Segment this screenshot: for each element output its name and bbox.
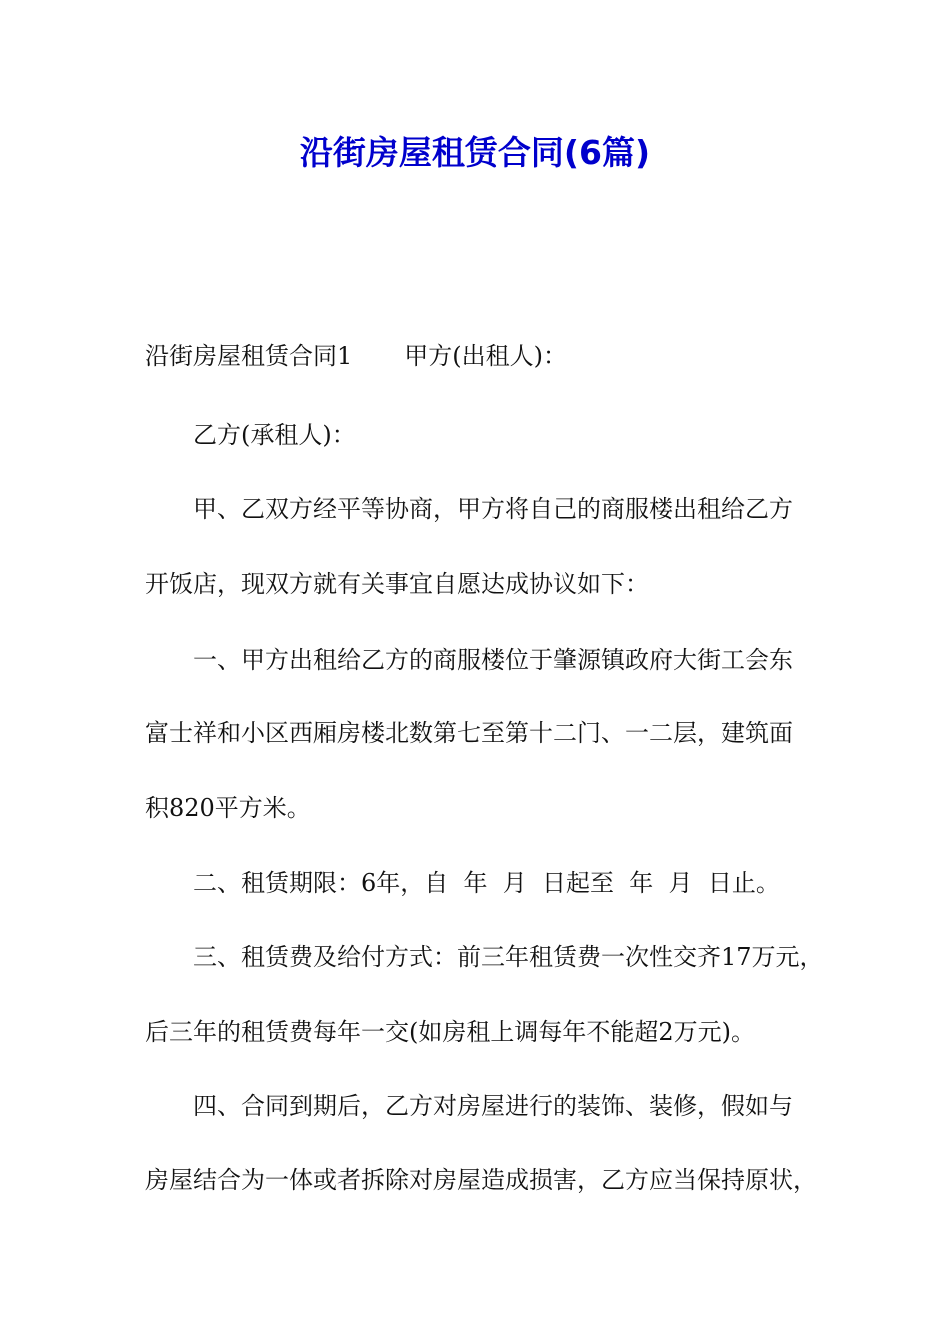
paragraph-line: 富士祥和小区西厢房楼北数第七至第十二门、一二层，建筑面 bbox=[145, 719, 793, 747]
clause-four: 四、合同到期后，乙方对房屋进行的装饰、装修，假如与 bbox=[193, 1092, 793, 1120]
document-title: 沿街房屋租赁合同(6篇) bbox=[299, 133, 651, 172]
paragraph-line: 积820平方米。 bbox=[145, 794, 311, 822]
clause-two: 二、租赁期限：6年，自 年 月 日起至 年 月 日止。 bbox=[193, 869, 780, 897]
paragraph-line: 房屋结合为一体或者拆除对房屋造成损害，乙方应当保持原状， bbox=[145, 1166, 817, 1194]
party-a-label: 甲方(出租人)： bbox=[404, 342, 568, 370]
contract-heading: 沿街房屋租赁合同1 bbox=[145, 342, 353, 370]
paragraph-line: 甲、乙双方经平等协商，甲方将自己的商服楼出租给乙方 bbox=[193, 495, 793, 523]
clause-one: 一、甲方出租给乙方的商服楼位于肇源镇政府大街工会东 bbox=[193, 646, 793, 674]
paragraph-line bbox=[145, 338, 805, 374]
paragraph-line: 后三年的租赁费每年一交(如房租上调每年不能超2万元)。 bbox=[145, 1018, 755, 1046]
clause-three: 三、租赁费及给付方式：前三年租赁费一次性交齐17万元， bbox=[193, 943, 824, 971]
paragraph-line: 开饭店，现双方就有关事宜自愿达成协议如下： bbox=[145, 570, 649, 598]
party-b-label: 乙方(承租人)： bbox=[193, 421, 356, 449]
